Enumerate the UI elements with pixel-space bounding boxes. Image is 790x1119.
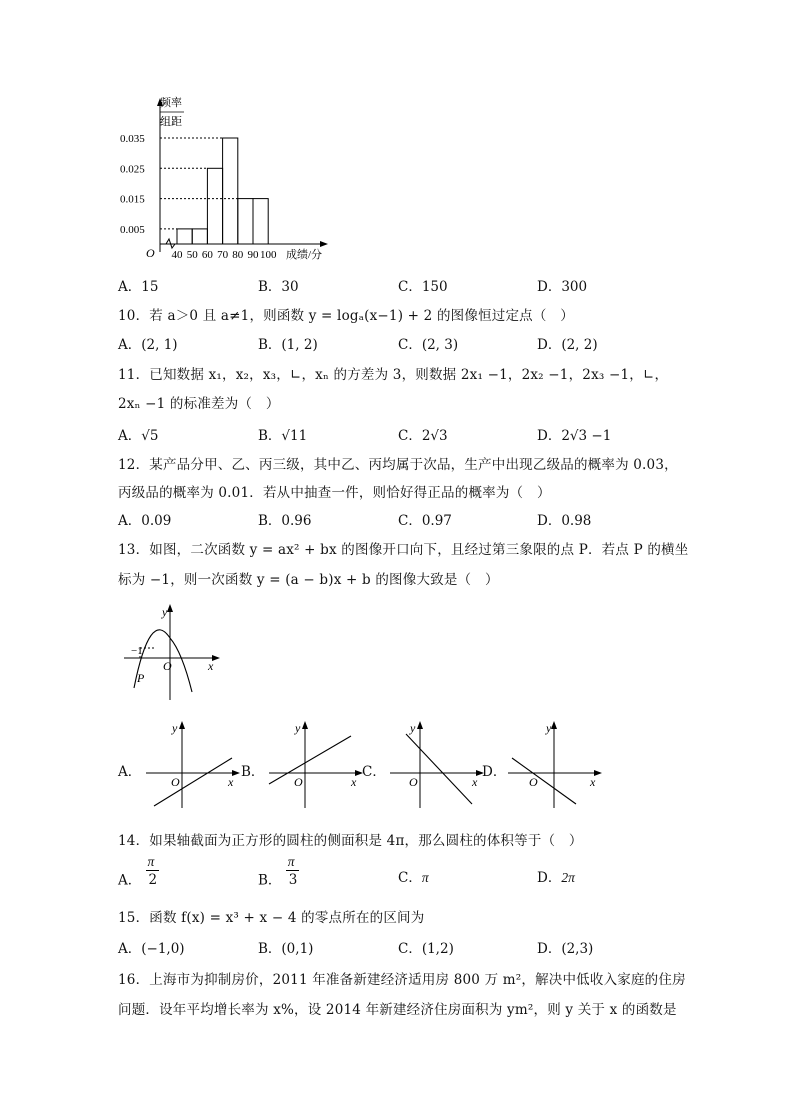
q14-d-letter: D． <box>537 870 562 886</box>
fig-y-arrow <box>167 604 173 612</box>
q13-option-d-graph[interactable] <box>504 718 604 810</box>
origin-label: O <box>146 246 155 260</box>
q12-stem-line2: 丙级品的概率为 0.01．若从中抽查一件，则恰好得正品的概率为（ ） <box>118 485 551 501</box>
fig-neg1-label: −1 <box>131 645 143 657</box>
x-tick-label: 90 <box>247 249 259 261</box>
x-axis-arrow <box>320 241 328 247</box>
q14-b-num: π <box>287 854 295 869</box>
fig-y-label: y <box>162 605 168 619</box>
opt-b-x-label: x <box>351 775 357 789</box>
ylabel-bottom: 组距 <box>160 116 182 128</box>
parabola-figure <box>120 602 230 704</box>
q14-option-a[interactable] <box>118 854 160 896</box>
ylabel-top: 频率 <box>160 97 182 109</box>
q13-option-d-letter[interactable]: D． <box>482 764 507 780</box>
q13-option-c-letter[interactable]: C． <box>362 764 386 780</box>
fig-x-label: x <box>208 659 214 673</box>
q16-stem-line2: 问题．设年平均增长率为 x%，设 2014 年新建经济住房面积为 ym²，则 y 关于 x 的函数是 <box>118 1002 677 1018</box>
q9-option-d[interactable]: D．300 <box>537 279 588 295</box>
q14-d-value: 2π <box>561 870 575 885</box>
histogram-bar <box>192 229 207 244</box>
q15-option-b[interactable]: B．(0,1) <box>258 941 314 957</box>
q10-option-b[interactable]: B．(1, 2) <box>258 337 318 353</box>
q13-option-a-letter[interactable]: A． <box>118 764 142 780</box>
q10-option-c[interactable]: C．(2, 3) <box>398 337 459 353</box>
opt-c-x-label: x <box>472 775 478 789</box>
x-tick-label: 50 <box>186 249 198 261</box>
q12-option-a[interactable]: A．0.09 <box>118 513 172 529</box>
x-tick-label: 60 <box>201 249 213 261</box>
q15-option-d[interactable]: D．(2,3) <box>537 941 594 957</box>
q14-c-value: π <box>421 870 429 885</box>
q14-option-d[interactable] <box>537 866 575 886</box>
q11-stem-line1: 11．已知数据 x₁，x₂，x₃，∟，xₙ 的方差为 3，则数据 2x₁ −1，2x₂ −1，2x₃ −1，∟， <box>118 367 669 383</box>
q14-a-fraction <box>146 854 160 896</box>
x-tick-label: 80 <box>232 249 244 261</box>
q13-option-c-graph[interactable] <box>386 718 486 810</box>
opt-d-origin: O <box>529 775 538 789</box>
x-tick-label: 40 <box>171 249 183 261</box>
q14-stem: 14．如果轴截面为正方形的圆柱的侧面积是 4π，那么圆柱的体积等于（ ） <box>118 833 583 849</box>
q11-option-c[interactable]: C．2√3 <box>398 428 448 444</box>
x-tick-label: 100 <box>259 249 277 261</box>
xlabel: 成绩/分 <box>286 249 323 261</box>
histogram-bar <box>177 229 192 244</box>
q9-option-a[interactable]: A．15 <box>118 279 159 295</box>
q14-b-den: 3 <box>288 872 298 888</box>
fig-p-label: P <box>137 671 145 685</box>
y-tick-label: 0.025 <box>120 163 145 176</box>
q13-option-a-graph[interactable] <box>142 718 242 810</box>
q14-option-c[interactable] <box>398 866 429 886</box>
q12-option-d[interactable]: D．0.98 <box>537 513 592 529</box>
opt-b-y-label: y <box>295 721 301 735</box>
opt-a-x-label: x <box>228 775 234 789</box>
q13-stem-line2: 标为 −1，则一次函数 y = (a − b)x + b 的图像大致是（ ） <box>118 572 499 588</box>
q14-a-den: 2 <box>148 872 158 888</box>
q13-option-b-letter[interactable]: B． <box>241 764 265 780</box>
histogram-bar <box>207 168 222 244</box>
q14-a-num: π <box>147 854 155 869</box>
q11-stem-line2: 2xₙ −1 的标准差为（ ） <box>118 396 280 412</box>
q11-option-a[interactable]: A．√5 <box>118 428 159 444</box>
histogram-figure <box>120 92 350 264</box>
opt-d-x-label: x <box>590 775 596 789</box>
q12-option-c[interactable]: C．0.97 <box>398 513 452 529</box>
q15-option-a[interactable]: A．(−1,0) <box>118 941 185 957</box>
q12-stem-line1: 12．某产品分甲、乙、丙三级，其中乙、丙均属于次品，生产中出现乙级品的概率为 0.03， <box>118 457 678 473</box>
q13-stem-line1: 13．如图，二次函数 y = ax² + bx 的图像开口向下，且经过第三象限的点 P．若点 P 的横坐 <box>118 542 689 558</box>
q15-stem: 15．函数 f(x) = x³ + x − 4 的零点所在的区间为 <box>118 910 425 926</box>
q14-option-b[interactable] <box>258 854 300 896</box>
q14-a-letter: A． <box>118 872 142 889</box>
q10-option-a[interactable]: A．(2, 1) <box>118 337 178 353</box>
q14-c-letter: C． <box>398 870 422 886</box>
q12-option-b[interactable]: B．0.96 <box>258 513 312 529</box>
x-tick-label: 70 <box>217 249 229 261</box>
opt-a-y-label: y <box>172 721 178 735</box>
q14-b-fraction <box>286 854 300 896</box>
q10-stem: 10．若 a＞0 且 a≠1，则函数 y = logₐ(x−1) + 2 的图像恒过定点（ ） <box>118 308 574 324</box>
q9-option-c[interactable]: C．150 <box>398 279 448 295</box>
y-tick-label: 0.015 <box>120 193 145 206</box>
histogram-bar <box>238 199 253 244</box>
histogram-bar <box>253 199 268 244</box>
q11-option-b[interactable]: B．√11 <box>258 428 308 444</box>
opt-b-origin: O <box>294 775 303 789</box>
y-tick-label: 0.005 <box>120 223 145 236</box>
histogram-bar <box>223 138 238 244</box>
q13-option-b-graph[interactable] <box>265 718 365 810</box>
q10-option-d[interactable]: D．(2, 2) <box>537 337 598 353</box>
q9-option-b[interactable]: B．30 <box>258 279 299 295</box>
q16-stem-line1: 16．上海市为抑制房价，2011 年准备新建经济适用房 800 万 m²，解决中低收入家庭的住房 <box>118 972 686 988</box>
opt-c-y-label: y <box>410 721 416 735</box>
y-tick-label: 0.035 <box>120 133 145 145</box>
opt-a-origin: O <box>171 775 180 789</box>
q11-option-d[interactable]: D．2√3 −1 <box>537 428 612 444</box>
q15-option-c[interactable]: C．(1,2) <box>398 941 454 957</box>
opt-d-y-label: y <box>546 721 552 735</box>
fig-origin-label: O <box>163 659 172 673</box>
opt-c-origin: O <box>409 775 418 789</box>
q14-b-letter: B． <box>258 872 282 889</box>
